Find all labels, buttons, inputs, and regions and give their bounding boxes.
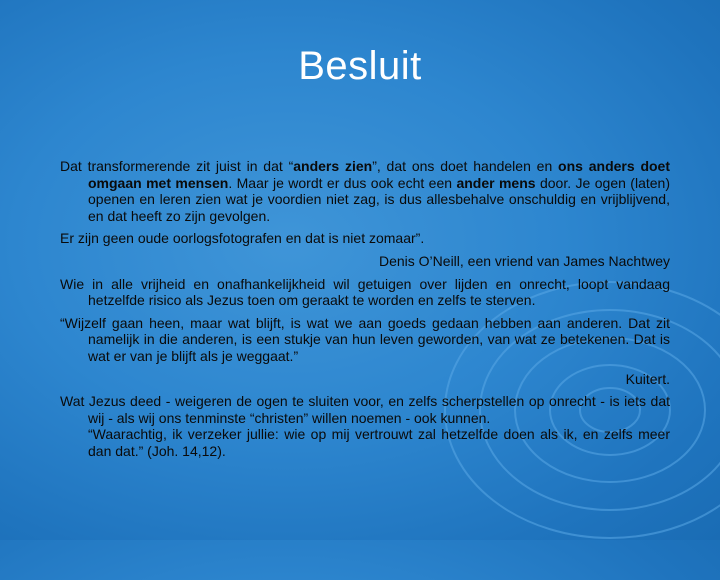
attribution-oneill: Denis O’Neill, een vriend van James Nachtwey (378, 252, 670, 269)
slide-title: Besluit (298, 44, 422, 88)
paragraph-war-photographers: Er zijn geen oude oorlogsfotografen en dat is niet zomaar”. (60, 230, 425, 247)
p1-text-c: ”, dat ons doet handelen en (372, 158, 559, 174)
paragraph-jesus: Wat Jezus deed - weigeren de ogen te sluiten voor, en zelfs scherpstellen op onrecht - is iets dat wij - als wij ons tenminste “christen” willen noemen - ook kunnen. (60, 393, 670, 426)
p1-bold-omgaan: ons anders doet omgaan met mensen (88, 158, 671, 191)
p1-bold-ander-mens: ander mens (456, 174, 536, 191)
attribution-kuitert: Kuitert. (625, 370, 670, 387)
p1-text-e: . Maar je wordt er dus ook echt een (228, 174, 457, 191)
p1-text-a: Dat transformerende zit juist in dat “ (60, 158, 294, 174)
p1-text-g: door. Je ogen (laten) openen en leren zien wat je voordien niet zag, is dus allesbehalve onschuldig en vrijblijvend, en dat heeft zo zijn gevolgen. (88, 174, 670, 224)
paragraph-witness: Wie in alle vrijheid en onafhankelijkheid wil getuigen over lijden en onrecht, loopt vandaag hetzelfde risico als Jezus toen om geraakt te worden en zelfs te sterven. (60, 275, 670, 309)
slide-body (60, 158, 670, 466)
paragraph-transformation (60, 158, 670, 224)
quote-kuitert: “Wijzelf gaan heen, maar wat blijft, is wat we aan goeds gedaan hebben aan anderen. Dat zit namelijk in die anderen, is een stukje van hun leven geworden, van wat ze betekenen. Dat is wat er van je blijft als je weggaat.” (60, 314, 670, 364)
p1-bold-anders-zien: anders zien (293, 158, 373, 174)
quote-john: “Waarachtig, ik verzeker jullie: wie op mij vertrouwt zal hetzelfde doen als ik, en zelfs meer dan dat.” (Joh. 14,12). (88, 426, 670, 459)
